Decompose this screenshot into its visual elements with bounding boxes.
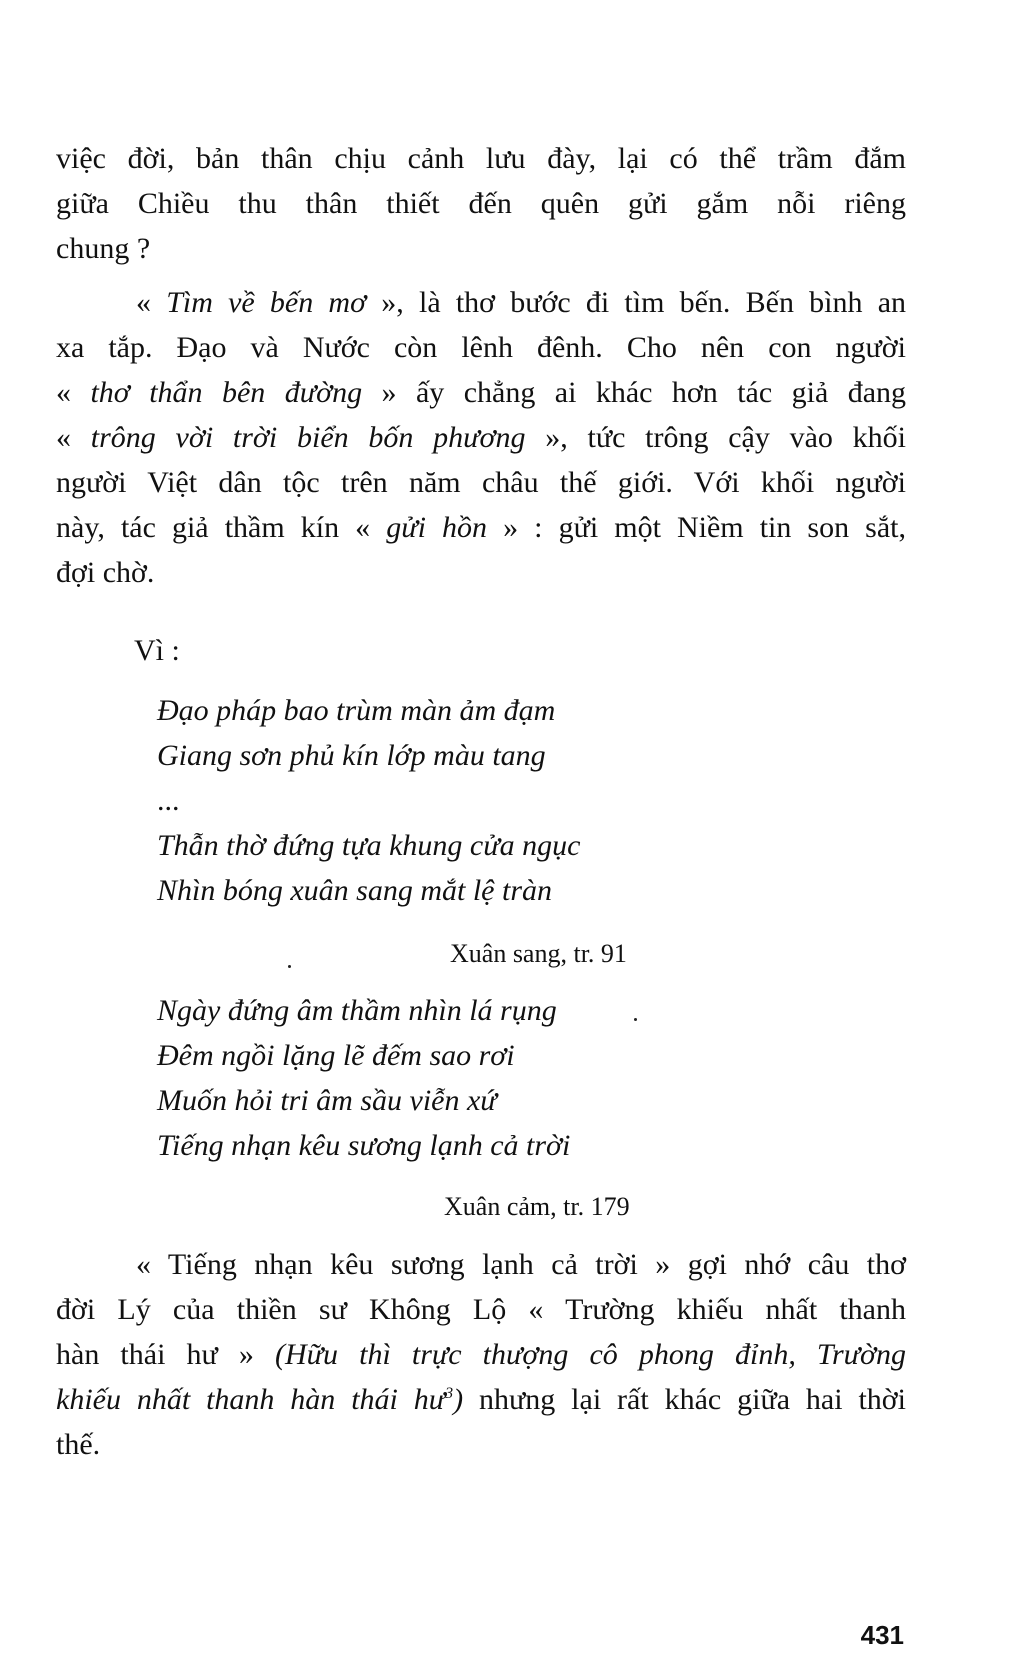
- page-number: 431: [860, 1620, 904, 1650]
- citation-xuan-cam: Xuân cảm, tr. 179: [444, 1192, 630, 1221]
- footnote-marker: 3: [445, 1385, 454, 1402]
- scan-speck: [634, 1018, 637, 1021]
- text-line: việc đời, bản thân chịu cảnh lưu đày, lại có thể trầm đắm: [56, 142, 906, 175]
- quoted-verse: (Hữu thì trực thượng cô phong đỉnh, Trường: [274, 1338, 907, 1371]
- quoted-phrase: gửi hồn: [386, 511, 488, 544]
- text-line: giữa Chiều thu thân thiết đến quên gửi gắm nỗi riêng: [56, 187, 906, 220]
- paragraph-continuation: [56, 136, 906, 271]
- text-line: chung ?: [56, 232, 151, 265]
- text-line: hàn thái hư » (Hữu thì trực thượng cô phong đỉnh, Trường: [56, 1338, 907, 1371]
- text-line: này, tác giả thầm kín « gửi hồn » : gửi một Niềm tin son sắt,: [56, 511, 907, 544]
- poem-line: Đạo pháp bao trùm màn ảm đạm: [157, 694, 556, 727]
- poem-line: Ngày đứng âm thầm nhìn lá rụng: [157, 994, 557, 1027]
- poem-xuan-cam: [157, 988, 570, 1168]
- text-line: « Tiếng nhạn kêu sương lạnh cả trời » gợi nhớ câu thơ: [136, 1248, 906, 1281]
- quoted-verse: khiếu nhất thanh hàn thái $hư^3$): [56, 1383, 464, 1416]
- paragraph-tim-ve-ben-mo: [56, 280, 906, 595]
- text-line: xa tắp. Đạo và Nước còn lênh đênh. Cho nên con người: [56, 331, 906, 364]
- vi-label: Vì :: [134, 634, 180, 667]
- text-line: « thơ thẩn bên đường » ấy chẳng ai khác hơn tác giả đang: [56, 376, 907, 409]
- text-line: người Việt dân tộc trên năm châu thế giới. Với khối người: [56, 466, 906, 499]
- poem-line: Thẫn thờ đứng tựa khung cửa ngục: [157, 829, 581, 862]
- poem-line: Giang sơn phủ kín lớp màu tang: [157, 739, 546, 772]
- poem-line: Tiếng nhạn kêu sương lạnh cả trời: [157, 1129, 571, 1162]
- quoted-title: Tìm về bến mơ: [166, 286, 367, 319]
- poem-line: Nhìn bóng xuân sang mắt lệ tràn: [157, 874, 552, 907]
- text-line: đời Lý của thiền sư Không Lộ « Trường khiếu nhất thanh: [56, 1293, 906, 1326]
- text-line: đợi chờ.: [56, 556, 155, 589]
- text-line: thế.: [56, 1428, 101, 1461]
- text-line: « Tìm về bến mơ », là thơ bước đi tìm bến. Bến bình an: [136, 286, 907, 319]
- text-line: khiếu nhất thanh hàn thái $hư^3$) nhưng lại rất khác giữa hai thời: [56, 1383, 906, 1416]
- citation-xuan-sang: Xuân sang, tr. 91: [450, 939, 627, 968]
- poem-ellipsis: ...: [157, 784, 180, 817]
- quoted-phrase: thơ thẩn bên đường: [90, 376, 363, 409]
- text-line: « trông vời trời biển bốn phương », tức trông cậy vào khối: [56, 421, 906, 454]
- paragraph-tieng-nhan: [56, 1242, 906, 1467]
- poem-line: Đêm ngồi lặng lẽ đếm sao rơi: [157, 1039, 515, 1072]
- scan-speck: [288, 965, 291, 968]
- poem-xuan-sang: [157, 688, 580, 913]
- quoted-phrase: trông vời trời biển bốn phương: [90, 421, 526, 454]
- poem-line: Muốn hỏi tri âm sầu viễn xứ: [157, 1084, 497, 1117]
